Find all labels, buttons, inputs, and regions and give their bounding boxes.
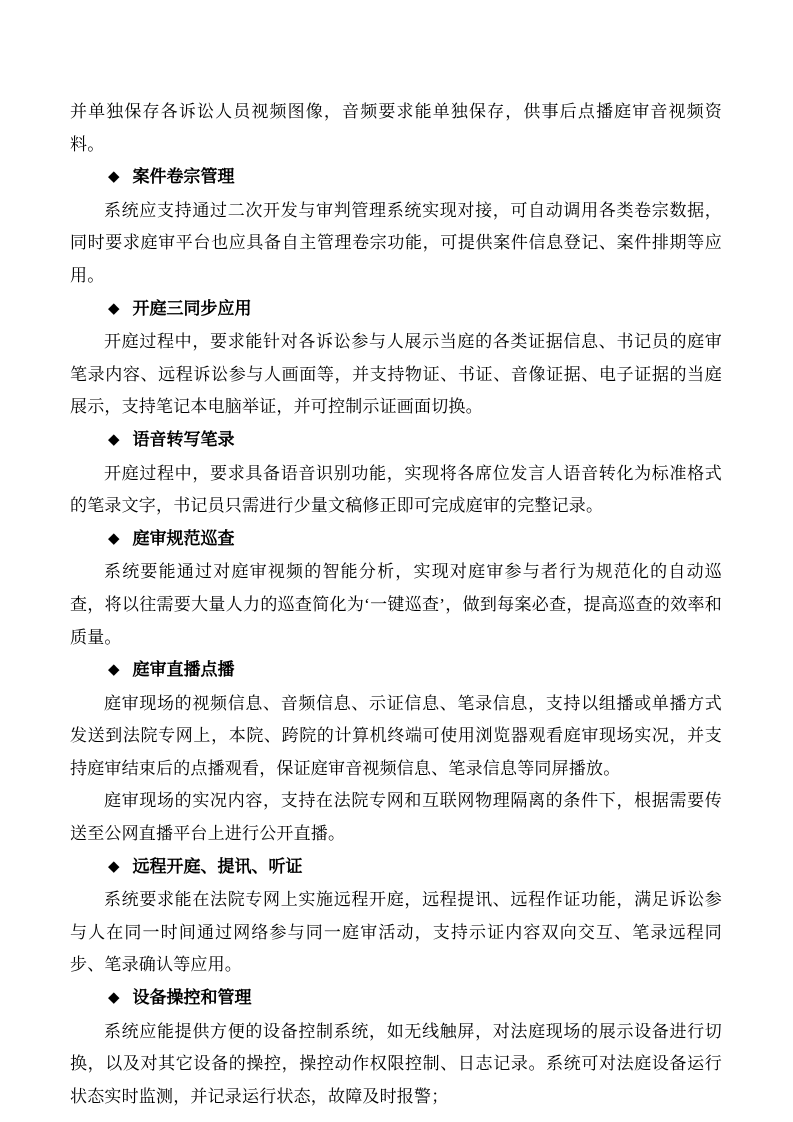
section-heading-text: 设备操控和管理 bbox=[132, 988, 252, 1008]
section-heading bbox=[70, 293, 722, 327]
section-heading-text: 案件卷宗管理 bbox=[132, 167, 235, 187]
section-heading bbox=[70, 161, 722, 195]
section-heading bbox=[70, 851, 722, 885]
diamond-bullet-icon: ◆ bbox=[108, 529, 120, 547]
section-heading bbox=[70, 523, 722, 557]
paragraph: 系统要能通过对庭审视频的智能分析，实现对庭审参与者行为规范化的自动巡查，将以往需要大量人力的巡查简化为‘一键巡查’，做到每案必查，提高巡查的效率和质量。 bbox=[70, 562, 722, 647]
diamond-bullet-icon: ◆ bbox=[108, 857, 120, 875]
section-heading bbox=[70, 654, 722, 688]
section-heading-text: 庭审规范巡查 bbox=[132, 528, 235, 548]
section-heading-text: 开庭三同步应用 bbox=[132, 298, 252, 318]
section-heading bbox=[70, 424, 722, 458]
diamond-bullet-icon: ◆ bbox=[108, 661, 120, 679]
section-heading-text: 语音转写笔录 bbox=[132, 429, 235, 449]
paragraph: 庭审现场的实况内容，支持在法院专网和互联网物理隔离的条件下，根据需要传送至公网直播平台上进行公开直播。 bbox=[70, 791, 722, 844]
section-heading-text: 庭审直播点播 bbox=[132, 660, 235, 680]
diamond-bullet-icon: ◆ bbox=[108, 430, 120, 448]
diamond-bullet-icon: ◆ bbox=[108, 168, 120, 186]
section-heading bbox=[70, 982, 722, 1016]
diamond-bullet-icon: ◆ bbox=[108, 989, 120, 1007]
document-body bbox=[70, 96, 722, 1113]
paragraph: 开庭过程中，要求具备语音识别功能，实现将各席位发言人语音转化为标准格式的笔录文字，书记员只需进行少量文稿修正即可完成庭审的完整记录。 bbox=[70, 463, 722, 516]
section-heading-text: 远程开庭、提讯、听证 bbox=[132, 856, 303, 876]
paragraph: 庭审现场的视频信息、音频信息、示证信息、笔录信息，支持以组播或单播方式发送到法院专网上，本院、跨院的计算机终端可使用浏览器观看庭审现场实况，并支持庭审结束后的点播观看，保证庭审音视频信息、笔录信息等同屏播放。 bbox=[70, 693, 722, 778]
diamond-bullet-icon: ◆ bbox=[108, 299, 120, 317]
paragraph: 开庭过程中，要求能针对各诉讼参与人展示当庭的各类证据信息、书记员的庭审笔录内容、远程诉讼参与人画面等，并支持物证、书证、音像证据、电子证据的当庭展示，支持笔记本电脑举证，并可控制示证画面切换。 bbox=[70, 332, 722, 417]
paragraph: 系统应能提供方便的设备控制系统，如无线触屏，对法庭现场的展示设备进行切换，以及对其它设备的操控，操控动作权限控制、日志记录。系统可对法庭设备运行状态实时监测，并记录运行状态，故障及时报警； bbox=[70, 1021, 722, 1106]
paragraph: 系统应支持通过二次开发与审判管理系统实现对接，可自动调用各类卷宗数据，同时要求庭审平台也应具备自主管理卷宗功能，可提供案件信息登记、案件排期等应用。 bbox=[70, 200, 722, 285]
paragraph-continuation: 并单独保存各诉讼人员视频图像，音频要求能单独保存，供事后点播庭审音视频资料。 bbox=[70, 102, 722, 154]
paragraph: 系统要求能在法院专网上实施远程开庭，远程提讯、远程作证功能，满足诉讼参与人在同一时间通过网络参与同一庭审活动，支持示证内容双向交互、笔录远程同步、笔录确认等应用。 bbox=[70, 890, 722, 975]
